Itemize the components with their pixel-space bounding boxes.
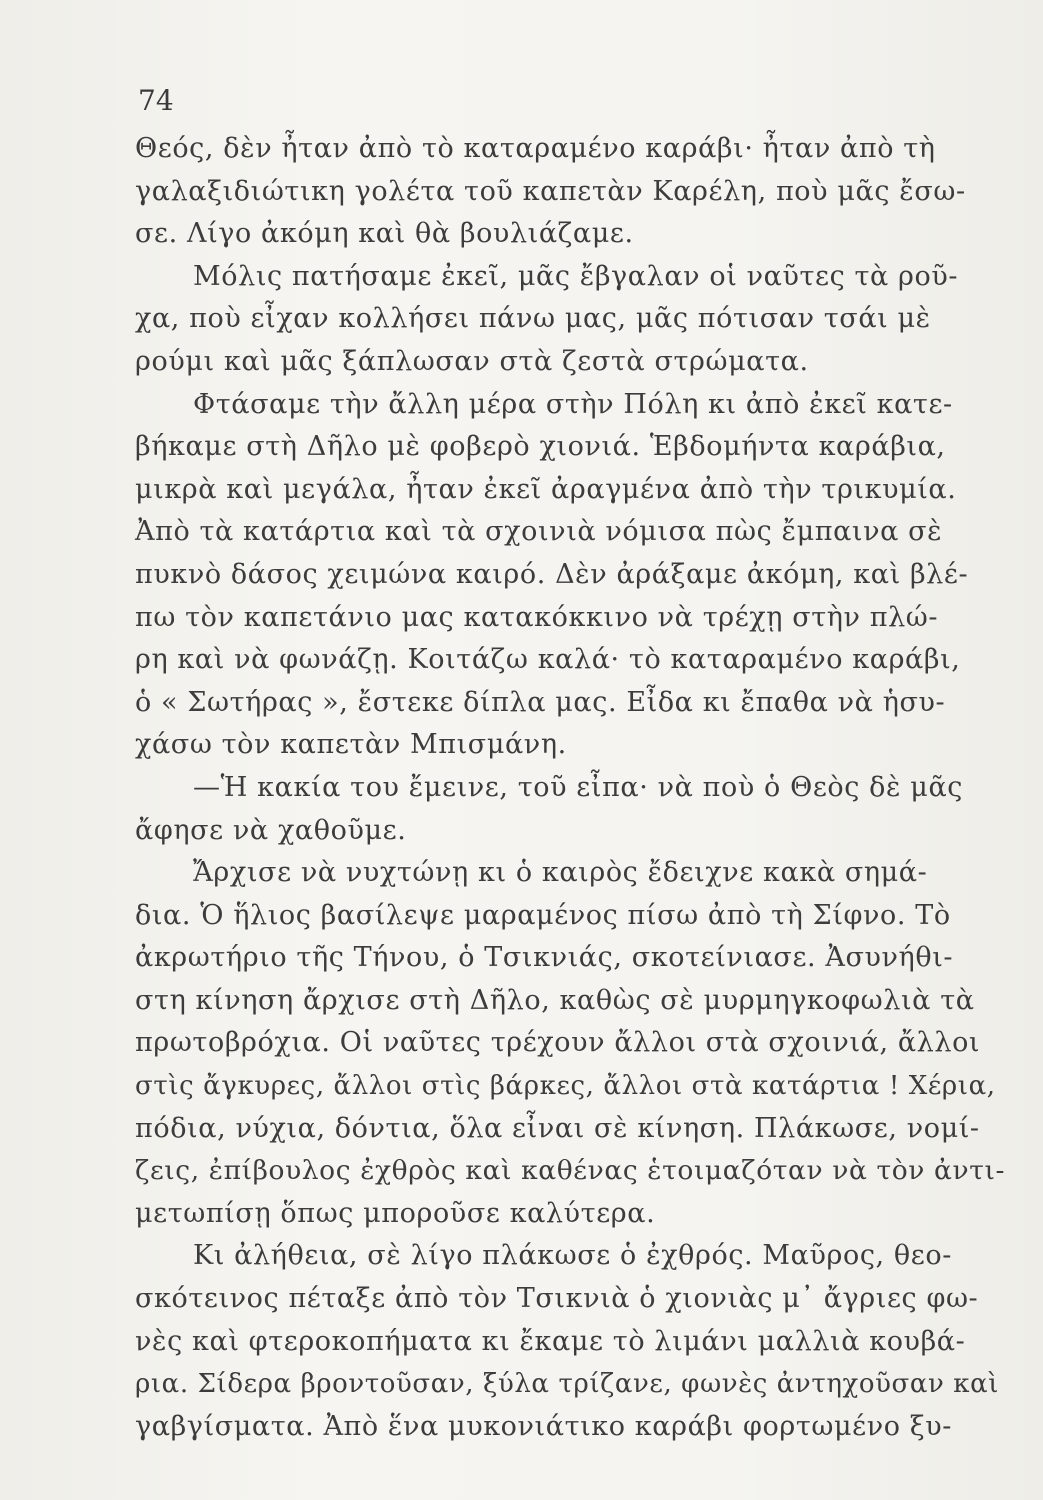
text-line: ζεις, ἐπίβουλος ἐχθρὸς καὶ καθένας ἑτοιμαζόταν νὰ τὸν ἀντι- bbox=[135, 1155, 1006, 1187]
text-line: —Ἡ κακία του ἔμεινε, τοῦ εἶπα· νὰ ποὺ ὁ Θεὸς δὲ μᾶς bbox=[193, 771, 964, 803]
text-line: πρωτοβρόχια. Οἱ ναῦτες τρέχουν ἄλλοι στὰ σχοινιά, ἄλλοι bbox=[135, 1027, 981, 1059]
text-line: χα, ποὺ εἶχαν κολλήσει πάνω μας, μᾶς πότισαν τσάι μὲ bbox=[135, 303, 931, 335]
text-line: πόδια, νύχια, δόντια, ὅλα εἶναι σὲ κίνηση. Πλάκωσε, νομί- bbox=[135, 1112, 980, 1144]
text-line: Μόλις πατήσαμε ἐκεῖ, μᾶς ἔβγαλαν οἱ ναῦτες τὰ ροῦ- bbox=[193, 260, 959, 292]
text-line: στη κίνηση ἄρχισε στὴ Δῆλο, καθὼς σὲ μυρμηγκοφωλιὰ τὰ bbox=[135, 984, 975, 1016]
text-line: ὁ « Σωτήρας », ἔστεκε δίπλα μας. Εἶδα κι ἔπαθα νὰ ἡσυ- bbox=[135, 686, 946, 718]
text-line: μετωπίσῃ ὅπως μποροῦσε καλύτερα. bbox=[135, 1197, 656, 1229]
text-line: γαλαξιδιώτικη γολέτα τοῦ καπετὰν Καρέλη, ποὺ μᾶς ἔσω- bbox=[135, 175, 966, 207]
text-line: πυκνὸ δάσος χειμώνα καιρό. Δὲν ἀράξαμε ἀκόμη, καὶ βλέ- bbox=[135, 558, 969, 590]
text-line: σε. Λίγο ἀκόμη καὶ θὰ βουλιάζαμε. bbox=[135, 218, 634, 250]
text-line: γαβγίσματα. Ἀπὸ ἕνα μυκονιάτικο καράβι φορτωμένο ξυ- bbox=[135, 1410, 952, 1442]
text-line: ἄφησε νὰ χαθοῦμε. bbox=[135, 814, 407, 846]
text-line: νὲς καὶ φτεροκοπήματα κι ἔκαμε τὸ λιμάνι μαλλιὰ κουβά- bbox=[135, 1325, 966, 1357]
text-line: ρούμι καὶ μᾶς ξάπλωσαν στὰ ζεστὰ στρώματα. bbox=[135, 345, 809, 377]
body-text bbox=[135, 128, 1005, 1448]
text-line: Κι ἀλήθεια, σὲ λίγο πλάκωσε ὁ ἐχθρός. Μαῦρος, θεο- bbox=[193, 1240, 952, 1272]
text-line: σκότεινος πέταξε ἀπὸ τὸν Τσικνιὰ ὁ χιονιὰς μ᾿ ἄγριες φω- bbox=[135, 1283, 979, 1315]
text-line: δια. Ὁ ἥλιος βασίλεψε μαραμένος πίσω ἀπὸ τὴ Σίφνο. Τὸ bbox=[135, 899, 951, 931]
text-line: στὶς ἄγκυρες, ἄλλοι στὶς βάρκες, ἄλλοι στὰ κατάρτια ! Χέρια, bbox=[135, 1071, 996, 1102]
text-line: βήκαμε στὴ Δῆλο μὲ φοβερὸ χιονιά. Ἑβδομήντα καράβια, bbox=[135, 431, 946, 463]
text-line: ἀκρωτήριο τῆς Τήνου, ὁ Τσικνιάς, σκοτείνιασε. Ἀσυνήθι- bbox=[135, 942, 954, 974]
text-line: μικρὰ καὶ μεγάλα, ἦταν ἐκεῖ ἀραγμένα ἀπὸ τὴν τρικυμία. bbox=[135, 473, 957, 505]
text-line: Ἀπὸ τὰ κατάρτια καὶ τὰ σχοινιὰ νόμισα πὼς ἔμπαινα σὲ bbox=[135, 516, 943, 548]
text-line: Ἄρχισε νὰ νυχτώνῃ κι ὁ καιρὸς ἔδειχνε κακὰ σημά- bbox=[193, 857, 928, 889]
text-line: πω τὸν καπετάνιο μας κατακόκκινο νὰ τρέχῃ στὴν πλώ- bbox=[135, 601, 939, 633]
text-line: Θεός, δὲν ἦταν ἀπὸ τὸ καταραμένο καράβι· ἦταν ἀπὸ τὴ bbox=[135, 133, 936, 164]
page-number: 74 bbox=[138, 84, 174, 117]
text-line: χάσω τὸν καπετὰν Μπισμάνη. bbox=[135, 729, 567, 761]
text-line: ρια. Σίδερα βροντοῦσαν, ξύλα τρίζανε, φωνὲς ἀντηχοῦσαν καὶ bbox=[135, 1369, 1000, 1400]
text-line: ρη καὶ νὰ φωνάζῃ. Κοιτάζω καλά· τὸ καταραμένο καράβι, bbox=[135, 644, 961, 676]
text-line: Φτάσαμε τὴν ἄλλη μέρα στὴν Πόλη κι ἀπὸ ἐκεῖ κατε- bbox=[193, 388, 953, 420]
